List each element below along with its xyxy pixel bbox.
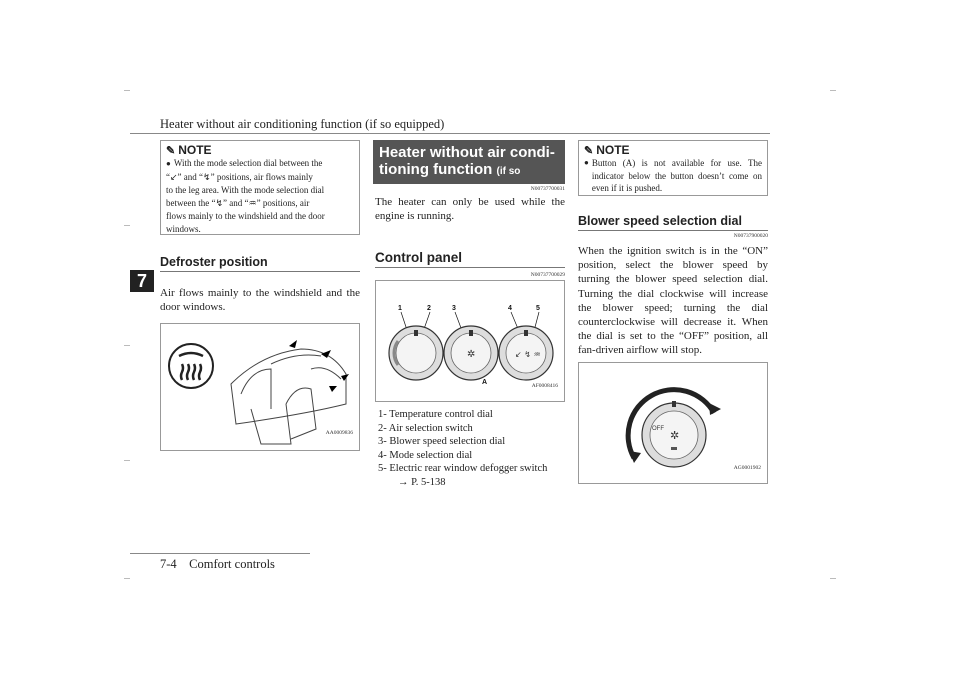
callout-A: A [482, 379, 488, 386]
crop-mark [124, 225, 130, 226]
note-title: ✎ NOTE [166, 143, 212, 157]
section-title-line2: tioning function [379, 161, 493, 178]
blower-dial [444, 326, 498, 380]
figure-code: AA0009836 [325, 430, 353, 436]
figure-code: AG0001902 [733, 465, 761, 471]
blower-heading: Blower speed selection dial [578, 214, 768, 231]
note-text: ● With the mode selection dial between the “↙” and “↯” positions, air flows mainly to the leg area. With the mode selection dial between the “↯” and “♒” positions, air flows mainly to the windshield and the door windows. [166, 158, 325, 234]
list-item: 5- Electric rear window defogger switch [378, 463, 548, 474]
blower-body: When the ignition switch is in the “ON” position, select the blower speed by turning the blower speed selection dial. Turning the dial clockwise will increase the blower speed; turning the dial counterclockwise will decrease it. When the dial is set to the “OFF” position, all fan-driven airflow will stop. [578, 245, 768, 357]
crop-mark [124, 90, 130, 91]
list-item: 4- Mode selection dial [378, 449, 473, 461]
crop-mark [124, 460, 130, 461]
crop-mark [830, 578, 836, 579]
leg-airflow-icon: ↙ [170, 172, 178, 183]
header-rule [130, 133, 770, 134]
defroster-body: Air flows mainly to the windshield and the door windows. [160, 287, 360, 314]
footer-rule [130, 553, 310, 554]
figure-code: AF0008416 [531, 383, 558, 389]
list-item: 1- Temperature control dial [378, 409, 493, 420]
note-text: ● Button (A) is not available for use. The indicator below the button doesn’t come on even if it is pushed. [584, 158, 762, 193]
crop-mark [830, 90, 836, 91]
ref-code: N00737700029 [530, 272, 565, 278]
leg-defrost-airflow-icon: ↯ [203, 172, 211, 183]
ref-code: N00737700031 [530, 186, 565, 192]
bullet-icon: ● [584, 158, 589, 167]
note-box-left [160, 140, 360, 235]
page-footer: 7-4 Comfort controls [160, 557, 275, 571]
svg-text:↙ ↯ ♒: ↙ ↯ ♒ [515, 350, 541, 359]
svg-text:✲: ✲ [467, 349, 476, 360]
leg-defrost-airflow-icon: ↯ [215, 198, 224, 209]
crop-mark [124, 345, 130, 346]
page-header: Heater without air conditioning function (if so equipped) [160, 117, 445, 131]
note-title: ✎ NOTE [584, 143, 630, 157]
bullet-icon: ● [166, 159, 171, 168]
fan-icon: ✲ [670, 429, 680, 442]
page-reference-link[interactable]: → P. 5-138 [398, 476, 446, 488]
callout-3: 3 [452, 305, 456, 312]
off-label: OFF [652, 426, 664, 432]
mode-dial [499, 326, 553, 380]
callout-4: 4 [508, 305, 512, 312]
pencil-icon: ✎ [584, 144, 594, 157]
note-box-right [578, 140, 768, 196]
control-panel-figure [375, 280, 565, 402]
defroster-figure [160, 323, 360, 451]
crop-mark [124, 578, 130, 579]
control-panel-heading: Control panel [375, 250, 565, 268]
pencil-icon: ✎ [166, 144, 176, 157]
section-title-line1: Heater without air condi- [379, 144, 555, 161]
callout-5: 5 [536, 305, 540, 312]
blower-figure [578, 362, 768, 484]
section-title-suffix: (if so equipped) [379, 166, 521, 196]
chapter-tab: 7 [130, 270, 154, 292]
intro-text: The heater can only be used while the engine is running. [375, 196, 565, 223]
callout-1: 1 [398, 305, 402, 312]
defroster-icon: ♒ [248, 198, 257, 209]
temperature-dial [389, 326, 443, 380]
control-panel-list [378, 408, 568, 489]
list-item: 3- Blower speed selection dial [378, 436, 506, 447]
ref-code: N00737900020 [733, 233, 768, 239]
list-item: 2- Air selection switch [378, 422, 473, 434]
callout-2: 2 [427, 305, 431, 312]
defroster-heading: Defroster position [160, 255, 360, 272]
